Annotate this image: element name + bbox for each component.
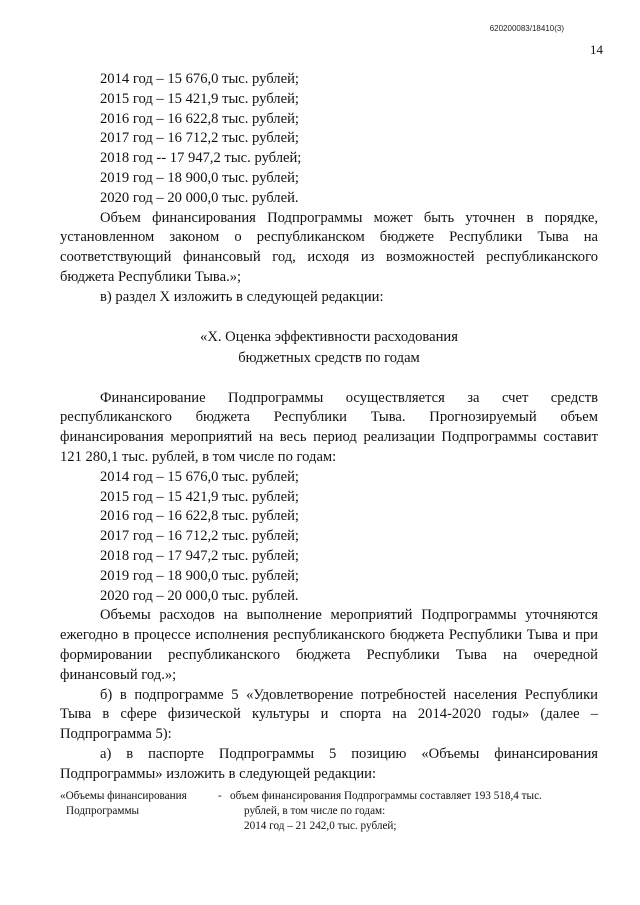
year-line: 2017 год – 16 712,2 тыс. рублей; bbox=[100, 528, 299, 545]
passport-right-line1: объем финансирования Подпрограммы составляет 193 518,4 тыс. bbox=[230, 790, 542, 802]
passport-left-line2: Подпрограммы bbox=[66, 805, 140, 817]
paragraph-financing: Финансирование Подпрограммы осуществляется за счет средств республиканского бюджета Республики Тыва. Прогнозируемый объем финансирования мероприятий на весь период реализации Подпрограммы составит 121 280,1 тыс. рублей, в том числе по годам: bbox=[60, 389, 598, 465]
year-line: 2017 год – 16 712,2 тыс. рублей; bbox=[100, 130, 299, 147]
section-heading bbox=[60, 327, 598, 369]
page-number: 14 bbox=[590, 42, 603, 57]
year-line: 2016 год – 16 622,8 тыс. рублей; bbox=[100, 508, 299, 525]
paragraph-volume-clarify: Объем финансирования Подпрограммы может быть уточнен в порядке, установленном законом о республиканском бюджете Республики Тыва на соответствующий финансовый год, исходя из возможностей республиканского бюджета Республики Тыва.»; bbox=[60, 209, 598, 285]
paragraph-subprogram-5: б) в подпрограмме 5 «Удовлетворение потребностей населения Республики Тыва в сфере физической культуры и спорта на 2014-2020 годы» (далее – Подпрограмма 5): bbox=[60, 686, 598, 743]
passport-left-line1: «Объемы финансирования bbox=[60, 790, 187, 802]
years-list-2 bbox=[60, 468, 598, 607]
paragraph-passport: а) в паспорте Подпрограммы 5 позицию «Объемы финансирования Подпрограммы» изложить в следующей редакции: bbox=[60, 745, 598, 782]
year-line: 2015 год – 15 421,9 тыс. рублей; bbox=[100, 488, 299, 505]
passport-dash: - bbox=[218, 790, 222, 802]
year-line: 2020 год – 20 000,0 тыс. рублей. bbox=[100, 189, 299, 206]
year-line: 2015 год – 15 421,9 тыс. рублей; bbox=[100, 90, 299, 107]
year-line: 2020 год – 20 000,0 тыс. рублей. bbox=[100, 587, 299, 604]
document-body bbox=[60, 70, 598, 785]
year-line: 2014 год – 15 676,0 тыс. рублей; bbox=[100, 71, 299, 87]
year-line: 2018 год -- 17 947,2 тыс. рублей; bbox=[100, 150, 302, 167]
year-line: 2016 год – 16 622,8 тыс. рублей; bbox=[100, 110, 299, 127]
year-line: 2014 год – 15 676,0 тыс. рублей; bbox=[100, 468, 299, 485]
year-line: 2018 год – 17 947,2 тыс. рублей; bbox=[100, 547, 299, 564]
years-list-1 bbox=[60, 70, 598, 209]
year-line: 2019 год – 18 900,0 тыс. рублей; bbox=[100, 567, 299, 584]
section-heading-line2: бюджетных средств по годам bbox=[238, 349, 420, 366]
document-code: 620200083/18410(3) bbox=[489, 24, 564, 33]
year-line: 2019 год – 18 900,0 тыс. рублей; bbox=[100, 169, 299, 186]
section-heading-line1: «X. Оценка эффективности расходования bbox=[200, 328, 458, 345]
passport-left-cell bbox=[60, 789, 225, 819]
paragraph-section-x: в) раздел X изложить в следующей редакции: bbox=[100, 288, 384, 305]
passport-right-cell bbox=[230, 789, 610, 834]
passport-right-line3: 2014 год – 21 242,0 тыс. рублей; bbox=[244, 820, 397, 832]
paragraph-volumes: Объемы расходов на выполнение мероприятий Подпрограммы уточняются ежегодно в процессе исполнения республиканского бюджета Республики Тыва и при формировании республиканского бюджета Республики Тыва на очередной финансовый год.»; bbox=[60, 607, 598, 683]
passport-right-line2: рублей, в том числе по годам: bbox=[244, 805, 386, 817]
